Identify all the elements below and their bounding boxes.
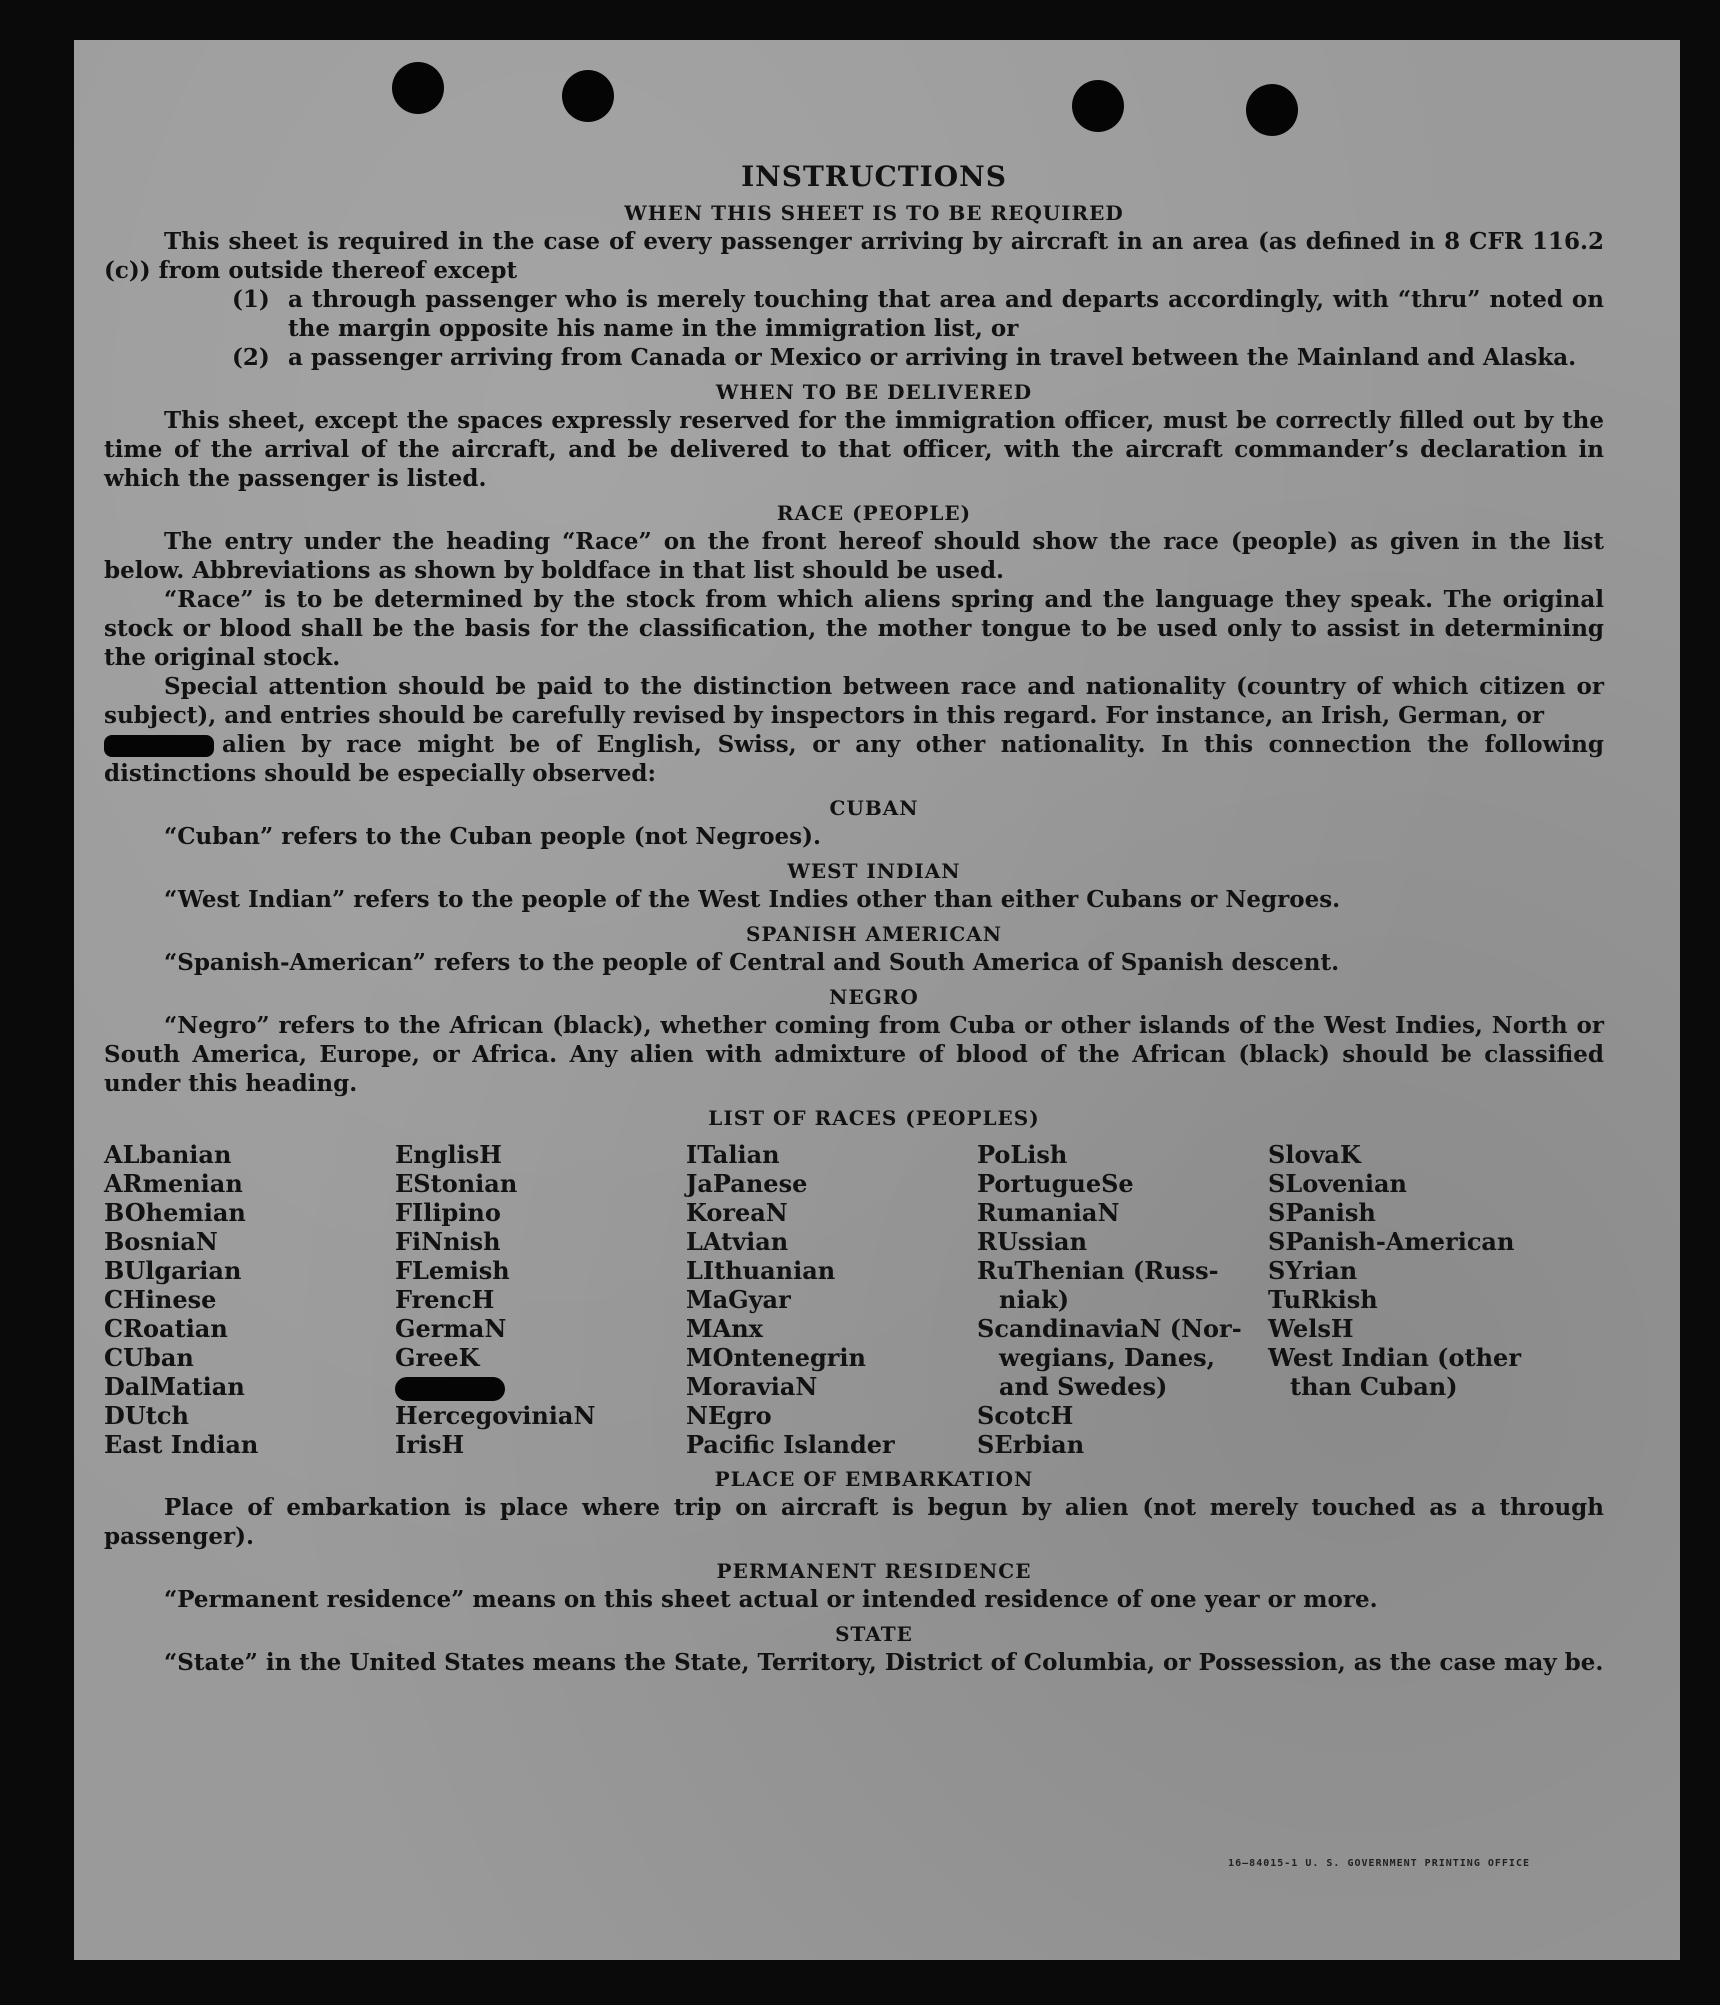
race-entry: BUlgarian — [104, 1256, 242, 1285]
race-entry: SYrian — [1268, 1256, 1358, 1285]
race-entry: RuThenian (Russ- — [977, 1256, 1219, 1285]
race-list — [104, 1140, 1604, 1459]
cuban-text: “Cuban” refers to the Cuban people (not Negroes). — [164, 823, 822, 850]
race-entry: FLemish — [395, 1256, 510, 1285]
printer-imprint: 16—84015-1 U. S. GOVERNMENT PRINTING OFFICE — [1228, 1858, 1530, 1869]
race-entry: LIthuanian — [686, 1256, 836, 1285]
race-entry: ScandinaviaN (Nor- — [977, 1314, 1242, 1343]
race-entry: FIlipino — [395, 1198, 501, 1227]
section-heading-embarkation: PLACE OF EMBARKATION — [714, 1467, 1034, 1491]
race-entry: IrisH — [395, 1430, 465, 1459]
race-entry-redacted — [395, 1372, 686, 1401]
when-delivered-text: This sheet, except the spaces expressly reserved for the immigration officer, must be correctly filled out by the time of the arrival of the aircraft, and be delivered to that officer, with the aircraft commander’s declaration in which the passenger is listed. — [104, 407, 1604, 492]
race-entry: MOntenegrin — [686, 1343, 866, 1372]
race-entry: GreeK — [395, 1343, 480, 1372]
race-paragraph-3a: Special attention should be paid to the distinction between race and nationality (country of which citizen or subject), and entries should be carefully revised by inspectors in this regard. For instance, an Irish, German, or — [104, 673, 1604, 729]
race-entry: CUban — [104, 1343, 194, 1372]
residence-text: “Permanent residence” means on this sheet actual or intended residence of one year or more. — [164, 1586, 1378, 1613]
page-title: INSTRUCTIONS — [741, 160, 1007, 193]
when-required-text: This sheet is required in the case of every passenger arriving by aircraft in an area (as defined in 8 CFR 116.2 (c)) from outside thereof except — [104, 228, 1604, 284]
race-entry-continued: wegians, Danes, — [999, 1343, 1215, 1372]
race-entry: SLovenian — [1268, 1169, 1407, 1198]
race-entry: RUssian — [977, 1227, 1088, 1256]
punch-hole — [1246, 84, 1298, 136]
race-entry-continued: and Swedes) — [999, 1372, 1168, 1401]
west-indian-text: “West Indian” refers to the people of the West Indies other than either Cubans or Negroes. — [164, 886, 1341, 913]
race-entry: NEgro — [686, 1401, 772, 1430]
race-entry-continued: niak) — [999, 1285, 1070, 1314]
race-column-1 — [104, 1140, 395, 1459]
exception-item — [232, 343, 1604, 372]
item-number: (1) — [232, 286, 270, 313]
race-entry: EStonian — [395, 1169, 518, 1198]
embarkation-text: Place of embarkation is place where trip on aircraft is begun by alien (not merely touched as a through passenger). — [104, 1494, 1604, 1550]
race-entry: EnglisH — [395, 1140, 502, 1169]
section-heading-residence: PERMANENT RESIDENCE — [716, 1559, 1032, 1583]
race-entry: MAnx — [686, 1314, 763, 1343]
section-heading-cuban: CUBAN — [829, 796, 919, 820]
section-heading-state: STATE — [835, 1622, 913, 1646]
race-entry: MoraviaN — [686, 1372, 818, 1401]
punch-hole — [562, 70, 614, 122]
section-heading-west-indian: WEST INDIAN — [787, 859, 961, 883]
race-paragraph-2: “Race” is to be determined by the stock from which aliens spring and the language they speak. The original stock or blood shall be the basis for the classification, the mother tongue to be used only to assist in determining the original stock. — [104, 586, 1604, 671]
race-entry: FiNnish — [395, 1227, 501, 1256]
race-entry: WelsH — [1268, 1314, 1354, 1343]
race-entry-continued: than Cuban) — [1290, 1372, 1458, 1401]
instructions-body — [104, 160, 1604, 1677]
race-entry: TuRkish — [1268, 1285, 1378, 1314]
spanish-american-text: “Spanish-American” refers to the people of Central and South America of Spanish descent. — [164, 949, 1340, 976]
race-column-4 — [977, 1140, 1268, 1459]
race-entry: BOhemian — [104, 1198, 246, 1227]
document-page — [74, 40, 1680, 1960]
section-heading-negro: NEGRO — [829, 985, 919, 1009]
race-entry: LAtvian — [686, 1227, 789, 1256]
race-entry: DalMatian — [104, 1372, 245, 1401]
exception-item — [232, 285, 1604, 343]
race-entry: SPanish-American — [1268, 1227, 1515, 1256]
punch-hole — [392, 62, 444, 114]
race-column-2 — [395, 1140, 686, 1459]
race-entry: Pacific Islander — [686, 1430, 895, 1459]
punch-hole — [1072, 80, 1124, 132]
race-entry: FrencH — [395, 1285, 495, 1314]
race-entry: JaPanese — [686, 1169, 808, 1198]
race-entry: ITalian — [686, 1140, 780, 1169]
race-entry: KoreaN — [686, 1198, 788, 1227]
redaction-mark — [104, 735, 214, 757]
race-entry: West Indian (other — [1268, 1343, 1521, 1372]
race-entry: CRoatian — [104, 1314, 228, 1343]
race-entry: SPanish — [1268, 1198, 1376, 1227]
race-column-5 — [1268, 1140, 1559, 1459]
redaction-mark — [395, 1377, 505, 1401]
race-entry: SlovaK — [1268, 1140, 1361, 1169]
section-heading-when-delivered: WHEN TO BE DELIVERED — [715, 380, 1033, 404]
section-heading-race: RACE (PEOPLE) — [776, 501, 972, 525]
item-text: a through passenger who is merely touching that area and departs accordingly, with “thru” noted on the margin opposite his name in the immigration list, or — [288, 286, 1604, 342]
race-entry: PoLish — [977, 1140, 1068, 1169]
state-text: “State” in the United States means the State, Territory, District of Columbia, or Possession, as the case may be. — [164, 1649, 1604, 1676]
negro-text: “Negro” refers to the African (black), whether coming from Cuba or other islands of the West Indies, North or South America, Europe, or Africa. Any alien with admixture of blood of the African (black) should be classified under this heading. — [104, 1012, 1604, 1097]
race-entry: RumaniaN — [977, 1198, 1120, 1227]
race-entry: ALbanian — [104, 1140, 232, 1169]
race-entry: CHinese — [104, 1285, 217, 1314]
race-entry: BosniaN — [104, 1227, 218, 1256]
section-heading-spanish-american: SPANISH AMERICAN — [745, 922, 1003, 946]
race-entry: East Indian — [104, 1430, 259, 1459]
race-paragraph-3b — [104, 730, 1604, 788]
race-entry: MaGyar — [686, 1285, 791, 1314]
race-entry: DUtch — [104, 1401, 189, 1430]
race-entry: SErbian — [977, 1430, 1085, 1459]
race-entry: ARmenian — [104, 1169, 243, 1198]
item-text: a passenger arriving from Canada or Mexico or arriving in travel between the Mainland and Alaska. — [288, 344, 1577, 371]
race-entry: PortugueSe — [977, 1169, 1134, 1198]
race-column-3 — [686, 1140, 977, 1459]
race-paragraph-3b-text: alien by race might be of English, Swiss, or any other nationality. In this connection the following distinctions should be especially observed: — [104, 731, 1604, 787]
race-entry: ScotcH — [977, 1401, 1074, 1430]
section-heading-list-of-races: LIST OF RACES (PEOPLES) — [708, 1106, 1040, 1130]
section-heading-when-required: WHEN THIS SHEET IS TO BE REQUIRED — [624, 201, 1124, 225]
item-number: (2) — [232, 344, 270, 371]
race-entry: GermaN — [395, 1314, 507, 1343]
race-entry: HercegoviniaN — [395, 1401, 596, 1430]
race-paragraph-1: The entry under the heading “Race” on the front hereof should show the race (people) as given in the list below. Abbreviations as shown by boldface in that list should be used. — [104, 528, 1604, 584]
